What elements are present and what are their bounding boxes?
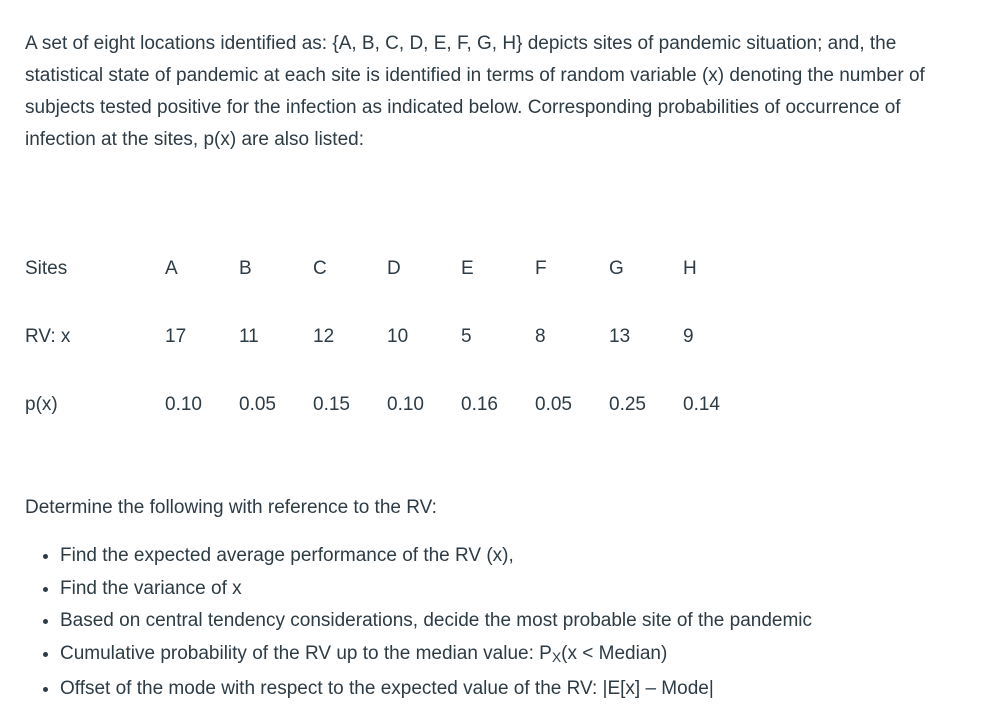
task-list	[25, 540, 960, 706]
table-cell: D	[387, 258, 401, 279]
table-cell: E	[461, 258, 474, 279]
list-item-text: (x < Median)	[561, 642, 668, 664]
table-cell: F	[535, 258, 547, 279]
table-cell: 0.10	[387, 394, 424, 415]
list-item: • Find the expected average performance of the RV (x),	[60, 540, 960, 573]
table-cell: C	[313, 258, 327, 279]
row-label: p(x)	[25, 394, 58, 415]
table-cell: 0.15	[313, 394, 350, 415]
problem-statement: A set of eight locations identified as: {A, B, C, D, E, F, G, H} depicts sites of pandemic situation; and, the statistical state of pandemic at each site is identified in terms of random variable (x) denoting the number of subjects tested positive for the infection as indicated below. Corresponding probabilities of occurrence of infection at the sites, p(x) are also listed:	[25, 33, 925, 150]
table-cell: 10	[387, 326, 409, 347]
table-cell: 0.05	[535, 394, 572, 415]
data-table	[25, 235, 757, 439]
table-row-rv	[25, 303, 757, 371]
table-cell: 0.14	[683, 394, 720, 415]
tasks-heading: Determine the following with reference to the RV:	[25, 497, 437, 518]
table-cell: 11	[239, 326, 259, 347]
list-item: • Based on central tendency considerations, decide the most probable site of the pandemic	[60, 605, 960, 638]
list-item: • Find the variance of x	[60, 573, 960, 606]
table-cell: A	[165, 258, 178, 279]
table-cell: 17	[165, 326, 187, 347]
table-cell: B	[239, 258, 252, 279]
row-label: Sites	[25, 258, 68, 279]
list-item: • Offset of the mode with respect to the expected value of the RV: |E[x] – Mode|	[60, 673, 960, 706]
table-cell: 0.10	[165, 394, 202, 415]
table-cell: 8	[535, 326, 546, 347]
table-cell: 0.25	[609, 394, 646, 415]
table-cell: 0.16	[461, 394, 498, 415]
list-item	[60, 638, 960, 674]
table-cell: 0.05	[239, 394, 276, 415]
row-label: RV: x	[25, 326, 71, 347]
table-cell: G	[609, 258, 624, 279]
subscript: X	[551, 648, 562, 665]
table-row-sites	[25, 235, 757, 303]
table-cell: 5	[461, 326, 472, 347]
table-cell: H	[683, 258, 697, 279]
table-cell: 9	[683, 326, 694, 347]
table-cell: 12	[313, 326, 335, 347]
table-row-probability	[25, 371, 757, 439]
list-item-text: Cumulative probability of the RV up to the median value: P	[60, 642, 552, 664]
table-cell: 13	[609, 326, 631, 347]
